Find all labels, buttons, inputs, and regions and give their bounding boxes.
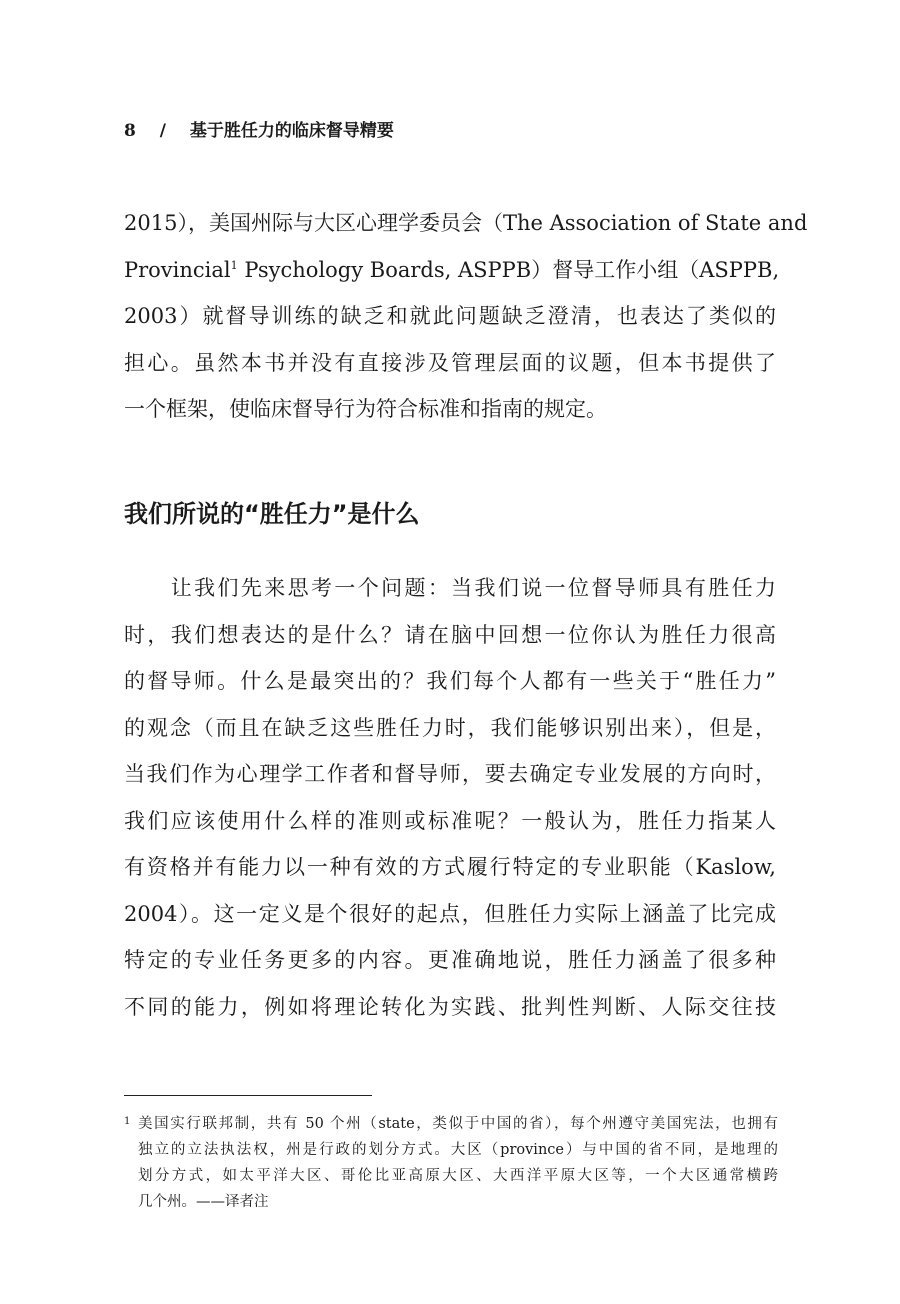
paragraph-line: 2003）就督导训练的缺乏和就此问题缺乏澄清，也表达了类似的 [124,304,776,328]
paragraph-line: 的督导师。什么是最突出的？我们每个人都有一些关于“胜任力” [124,669,776,693]
footnote-line: 划分方式，如太平洋大区、哥伦比亚高原大区、大西洋平原大区等，一个大区通常横跨 [138,1168,778,1184]
footnote [124,1111,778,1215]
paragraph-line: 有资格并有能力以一种有效的方式履行特定的专业职能（Kaslow, [124,855,776,879]
footnote-reference: 1 [230,258,238,272]
paragraph-line [124,247,780,294]
page-number: 8 [124,121,136,141]
footnote-divider [124,1095,372,1096]
paragraph-line: 的观念（而且在缺乏这些胜任力时，我们能够识别出来），但是， [124,715,776,740]
line-text: Provincial [124,257,231,282]
section-heading: 我们所说的“胜任力”是什么 [124,500,420,528]
line-text: Psychology Boards, ASPPB）督导工作小组（ASPPB, [237,257,780,282]
paragraph-line: 时，我们想表达的是什么？请在脑中回想一位你认为胜任力很高 [124,622,776,647]
book-title: 基于胜任力的临床督导精要 [189,121,394,141]
paragraph-line: 担心。虽然本书并没有直接涉及管理层面的议题，但本书提供了 [124,350,776,375]
footnote-marker: 1 [124,1116,131,1127]
header-separator: / [159,121,166,141]
running-header [124,116,394,141]
paragraph-line: 2015），美国州际与大区心理学委员会（The Association of State and [124,211,808,235]
intro-paragraph [124,200,808,433]
section-paragraph [124,565,776,1030]
paragraph-line: 让我们先来思考一个问题：当我们说一位督导师具有胜任力 [124,576,776,600]
paragraph-line: 我们应该使用什么样的准则或标准呢？一般认为，胜任力指某人 [124,808,776,833]
footnote-line: 独立的立法执法权，州是行政的划分方式。大区（province）与中国的省不同，是地理的 [138,1142,778,1158]
paragraph-line: 一个框架，使临床督导行为符合标准和指南的规定。 [124,397,607,421]
paragraph-line: 特定的专业任务更多的内容。更准确地说，胜任力涵盖了很多种 [124,948,776,972]
paragraph-line: 不同的能力，例如将理论转化为实践、批判性判断、人际交往技 [124,994,776,1019]
footnote-line: 美国实行联邦制，共有 50 个州（state，类似于中国的省），每个州遵守美国宪法，也拥有 [138,1116,778,1132]
paragraph-line: 当我们作为心理学工作者和督导师，要去确定专业发展的方向时， [124,762,776,786]
paragraph-line: 2004）。这一定义是个很好的起点，但胜任力实际上涵盖了比完成 [124,901,776,926]
footnote-line: 几个州。——译者注 [138,1194,269,1210]
